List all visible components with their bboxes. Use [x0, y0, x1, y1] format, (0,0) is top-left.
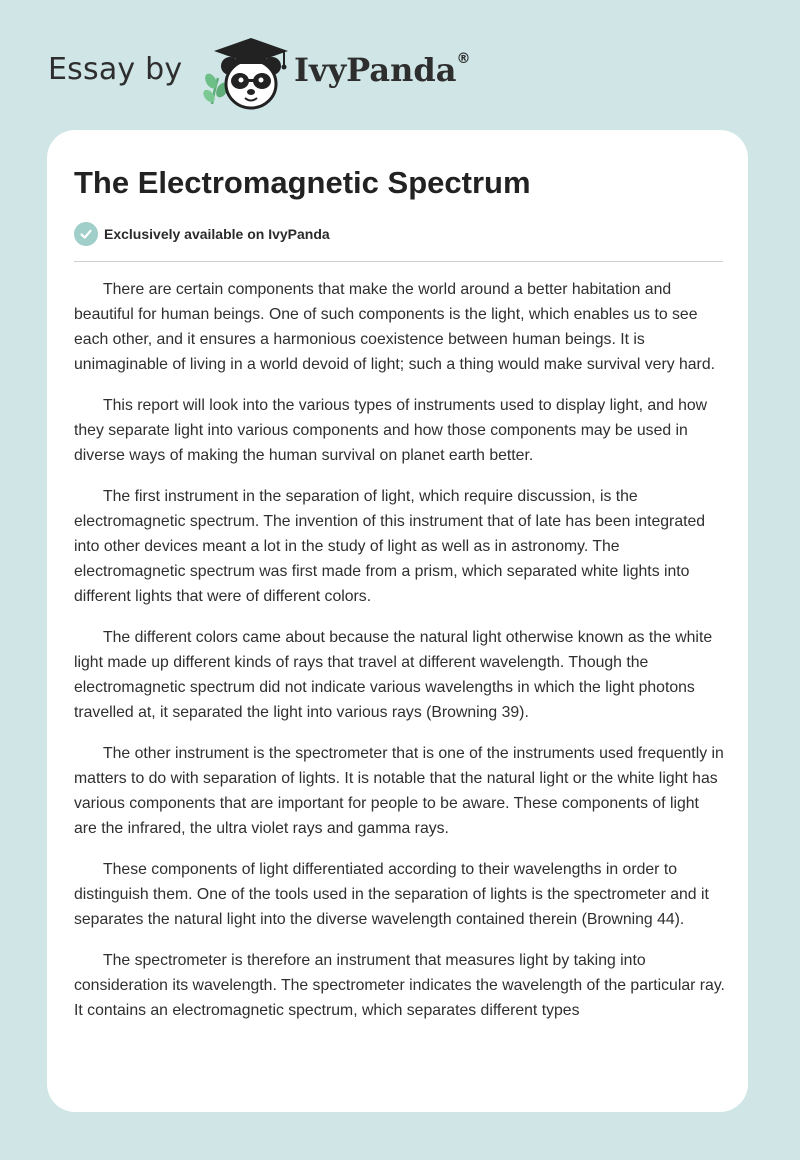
site-header: [48, 34, 508, 114]
exclusive-badge-text: Exclusively available on IvyPanda: [104, 226, 330, 242]
exclusive-badge: [74, 222, 330, 246]
paragraph: The spectrometer is therefore an instrument that measures light by taking into consideration its wavelength. The spectrometer indicates the wavelength of the particular ray. It contains an electromagnetic spectrum, which separates different types: [74, 952, 725, 1019]
paragraph: The different colors came about because the natural light otherwise known as the white light made up different kinds of rays that travel at different wavelength. Though the electromagnetic spectrum did not indicate various wavelengths in which the light photons travelled at, it separated the light into various rays (Browning 39).: [74, 629, 713, 721]
essay-body: [74, 277, 726, 1039]
page-title: The Electromagnetic Spectrum: [74, 165, 531, 200]
checkmark-icon: [74, 222, 98, 246]
panda-graduate-logo-icon[interactable]: [200, 34, 292, 112]
paragraph: These components of light differentiated according to their wavelengths in order to distinguish them. One of the tools used in the separation of lights is the spectrometer and it separates the natural light into the diverse wavelength contained therein (Browning 44).: [74, 861, 709, 928]
brand-name[interactable]: [294, 51, 470, 89]
brand-name-text: IvyPanda: [294, 51, 457, 89]
brand-prefix: Essay by: [48, 52, 183, 87]
trademark-symbol: ®: [456, 51, 471, 68]
paragraph: This report will look into the various types of instruments used to display light, and how they separate light into various components and how those components may be used in diverse ways of making the human survival on planet earth better.: [74, 397, 708, 464]
essay-card: [47, 130, 748, 1112]
divider: [74, 261, 723, 262]
paragraph: There are certain components that make the world around a better habitation and beautiful for human beings. One of such components is the light, which enables us to see each other, and it ensures a harmonious coexistence between human beings. It is unimaginable of living in a world devoid of light; such a thing would make survival very hard.: [74, 281, 715, 373]
paragraph: The first instrument in the separation of light, which require discussion, is the electromagnetic spectrum. The invention of this instrument that of late has been integrated into other devices meant a lot in the study of light as well as in astronomy. The electromagnetic spectrum was first made from a prism, which separated white lights into different lights that were of different colors.: [74, 488, 706, 605]
paragraph: The other instrument is the spectrometer that is one of the instruments used frequently in matters to do with separation of lights. It is notable that the natural light or the white light has various components that are important for people to be aware. These components of light are the infrared, the ultra violet rays and gamma rays.: [74, 745, 724, 837]
